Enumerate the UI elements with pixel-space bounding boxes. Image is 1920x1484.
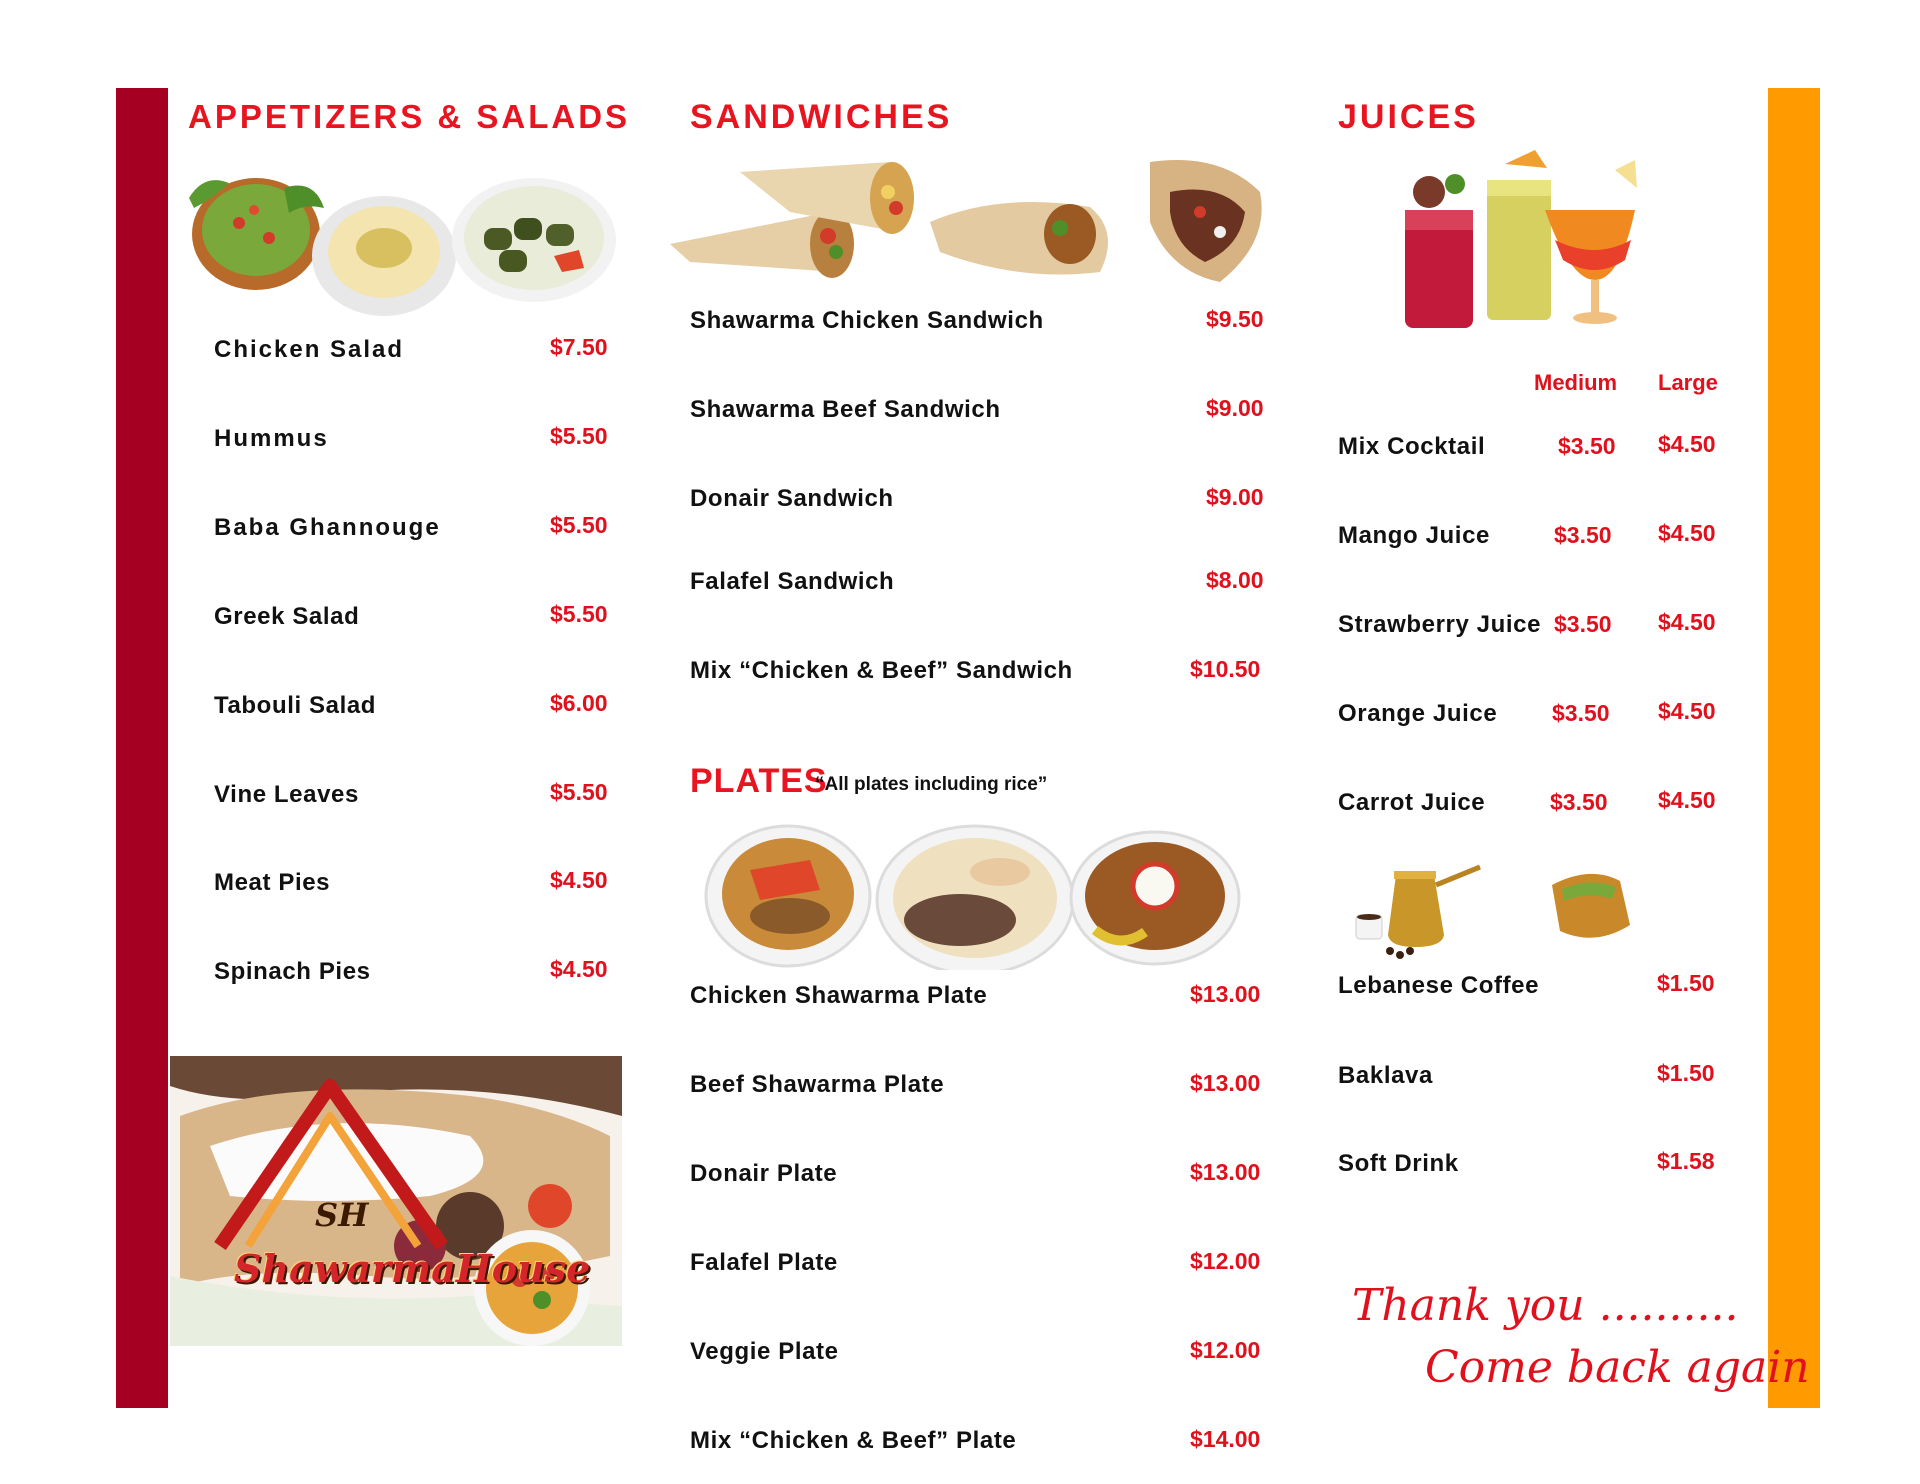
sandwich-name: Falafel Sandwich [690, 568, 895, 595]
come-back-text: Come back again [1425, 1342, 1810, 1393]
appetizer-name: Chicken Salad [214, 336, 405, 363]
sandwich-name: Shawarma Chicken Sandwich [690, 307, 1044, 334]
logo-text: ShawarmaHouse [234, 1246, 591, 1291]
juice-large-price: $4.50 [1658, 698, 1716, 724]
extra-price: $1.50 [1657, 1060, 1715, 1086]
wrap-photo-background [170, 1056, 622, 1346]
juice-large-price: $4.50 [1658, 609, 1716, 635]
plate-price: $13.00 [1190, 981, 1261, 1007]
appetizer-name: Meat Pies [214, 869, 331, 896]
juice-large-price: $4.50 [1658, 520, 1716, 546]
plate-name: Falafel Plate [690, 1249, 838, 1276]
appetizers-photo [184, 168, 624, 318]
juice-name: Orange Juice [1338, 700, 1498, 727]
appetizer-price: $4.50 [550, 956, 608, 982]
extra-name: Lebanese Coffee [1338, 972, 1540, 999]
appetizer-price: $5.50 [550, 601, 608, 627]
appetizer-price: $7.50 [550, 334, 608, 360]
plate-price: $13.00 [1190, 1070, 1261, 1096]
appetizer-name: Hummus [214, 425, 329, 452]
sandwich-name: Mix “Chicken & Beef” Sandwich [690, 657, 1073, 684]
left-decorative-bar [116, 88, 168, 1408]
juice-medium-price: $3.50 [1552, 700, 1610, 726]
juice-name: Mango Juice [1338, 522, 1490, 549]
appetizer-price: $5.50 [550, 512, 608, 538]
plate-price: $12.00 [1190, 1248, 1261, 1274]
juices-photo [1395, 140, 1645, 340]
plate-name: Mix “Chicken & Beef” Plate [690, 1427, 1017, 1454]
medium-column-header: Medium [1534, 370, 1618, 395]
appetizer-name: Vine Leaves [214, 781, 359, 808]
shawarma-house-logo-image [170, 1056, 622, 1346]
juice-medium-price: $3.50 [1554, 611, 1612, 637]
large-column-header: Large [1658, 370, 1718, 395]
right-decorative-bar [1768, 88, 1820, 1408]
plates-photo [700, 820, 1250, 970]
juice-name: Mix Cocktail [1338, 433, 1486, 460]
plate-name: Veggie Plate [690, 1338, 839, 1365]
juice-name: Strawberry Juice [1338, 611, 1542, 638]
plate-price: $13.00 [1190, 1159, 1261, 1185]
coffee-baklava-photo [1350, 855, 1660, 965]
sandwiches-heading: SANDWICHES [690, 98, 953, 136]
sandwich-price: $9.00 [1206, 484, 1264, 510]
juice-medium-price: $3.50 [1558, 433, 1616, 459]
sandwich-price: $10.50 [1190, 656, 1261, 682]
plate-price: $12.00 [1190, 1337, 1261, 1363]
extra-price: $1.50 [1657, 970, 1715, 996]
sandwich-price: $9.00 [1206, 395, 1264, 421]
plates-heading: PLATES [690, 762, 828, 800]
thank-you-text: Thank you .......... [1352, 1280, 1739, 1331]
appetizer-price: $5.50 [550, 779, 608, 805]
extra-price: $1.58 [1657, 1148, 1715, 1174]
sandwiches-photo [660, 152, 1280, 304]
appetizer-price: $6.00 [550, 690, 608, 716]
logo-monogram: SH [315, 1196, 369, 1234]
juice-name: Carrot Juice [1338, 789, 1486, 816]
appetizer-name: Baba Ghannouge [214, 514, 441, 541]
juice-medium-price: $3.50 [1550, 789, 1608, 815]
juice-large-price: $4.50 [1658, 431, 1716, 457]
extra-name: Soft Drink [1338, 1150, 1459, 1177]
sandwich-price: $8.00 [1206, 567, 1264, 593]
appetizer-name: Tabouli Salad [214, 692, 377, 719]
plate-price: $14.00 [1190, 1426, 1261, 1452]
plate-name: Beef Shawarma Plate [690, 1071, 945, 1098]
juice-medium-price: $3.50 [1554, 522, 1612, 548]
sandwich-name: Shawarma Beef Sandwich [690, 396, 1001, 423]
plate-name: Chicken Shawarma Plate [690, 982, 988, 1009]
appetizer-name: Greek Salad [214, 603, 360, 630]
sandwich-price: $9.50 [1206, 306, 1264, 332]
plate-name: Donair Plate [690, 1160, 838, 1187]
juices-heading: JUICES [1338, 98, 1479, 136]
appetizer-price: $4.50 [550, 867, 608, 893]
plates-note: “All plates including rice” [815, 774, 1048, 795]
extra-name: Baklava [1338, 1062, 1433, 1089]
sandwich-name: Donair Sandwich [690, 485, 894, 512]
appetizer-name: Spinach Pies [214, 958, 371, 985]
appetizer-price: $5.50 [550, 423, 608, 449]
appetizers-heading: APPETIZERS & SALADS [188, 98, 631, 135]
juice-large-price: $4.50 [1658, 787, 1716, 813]
